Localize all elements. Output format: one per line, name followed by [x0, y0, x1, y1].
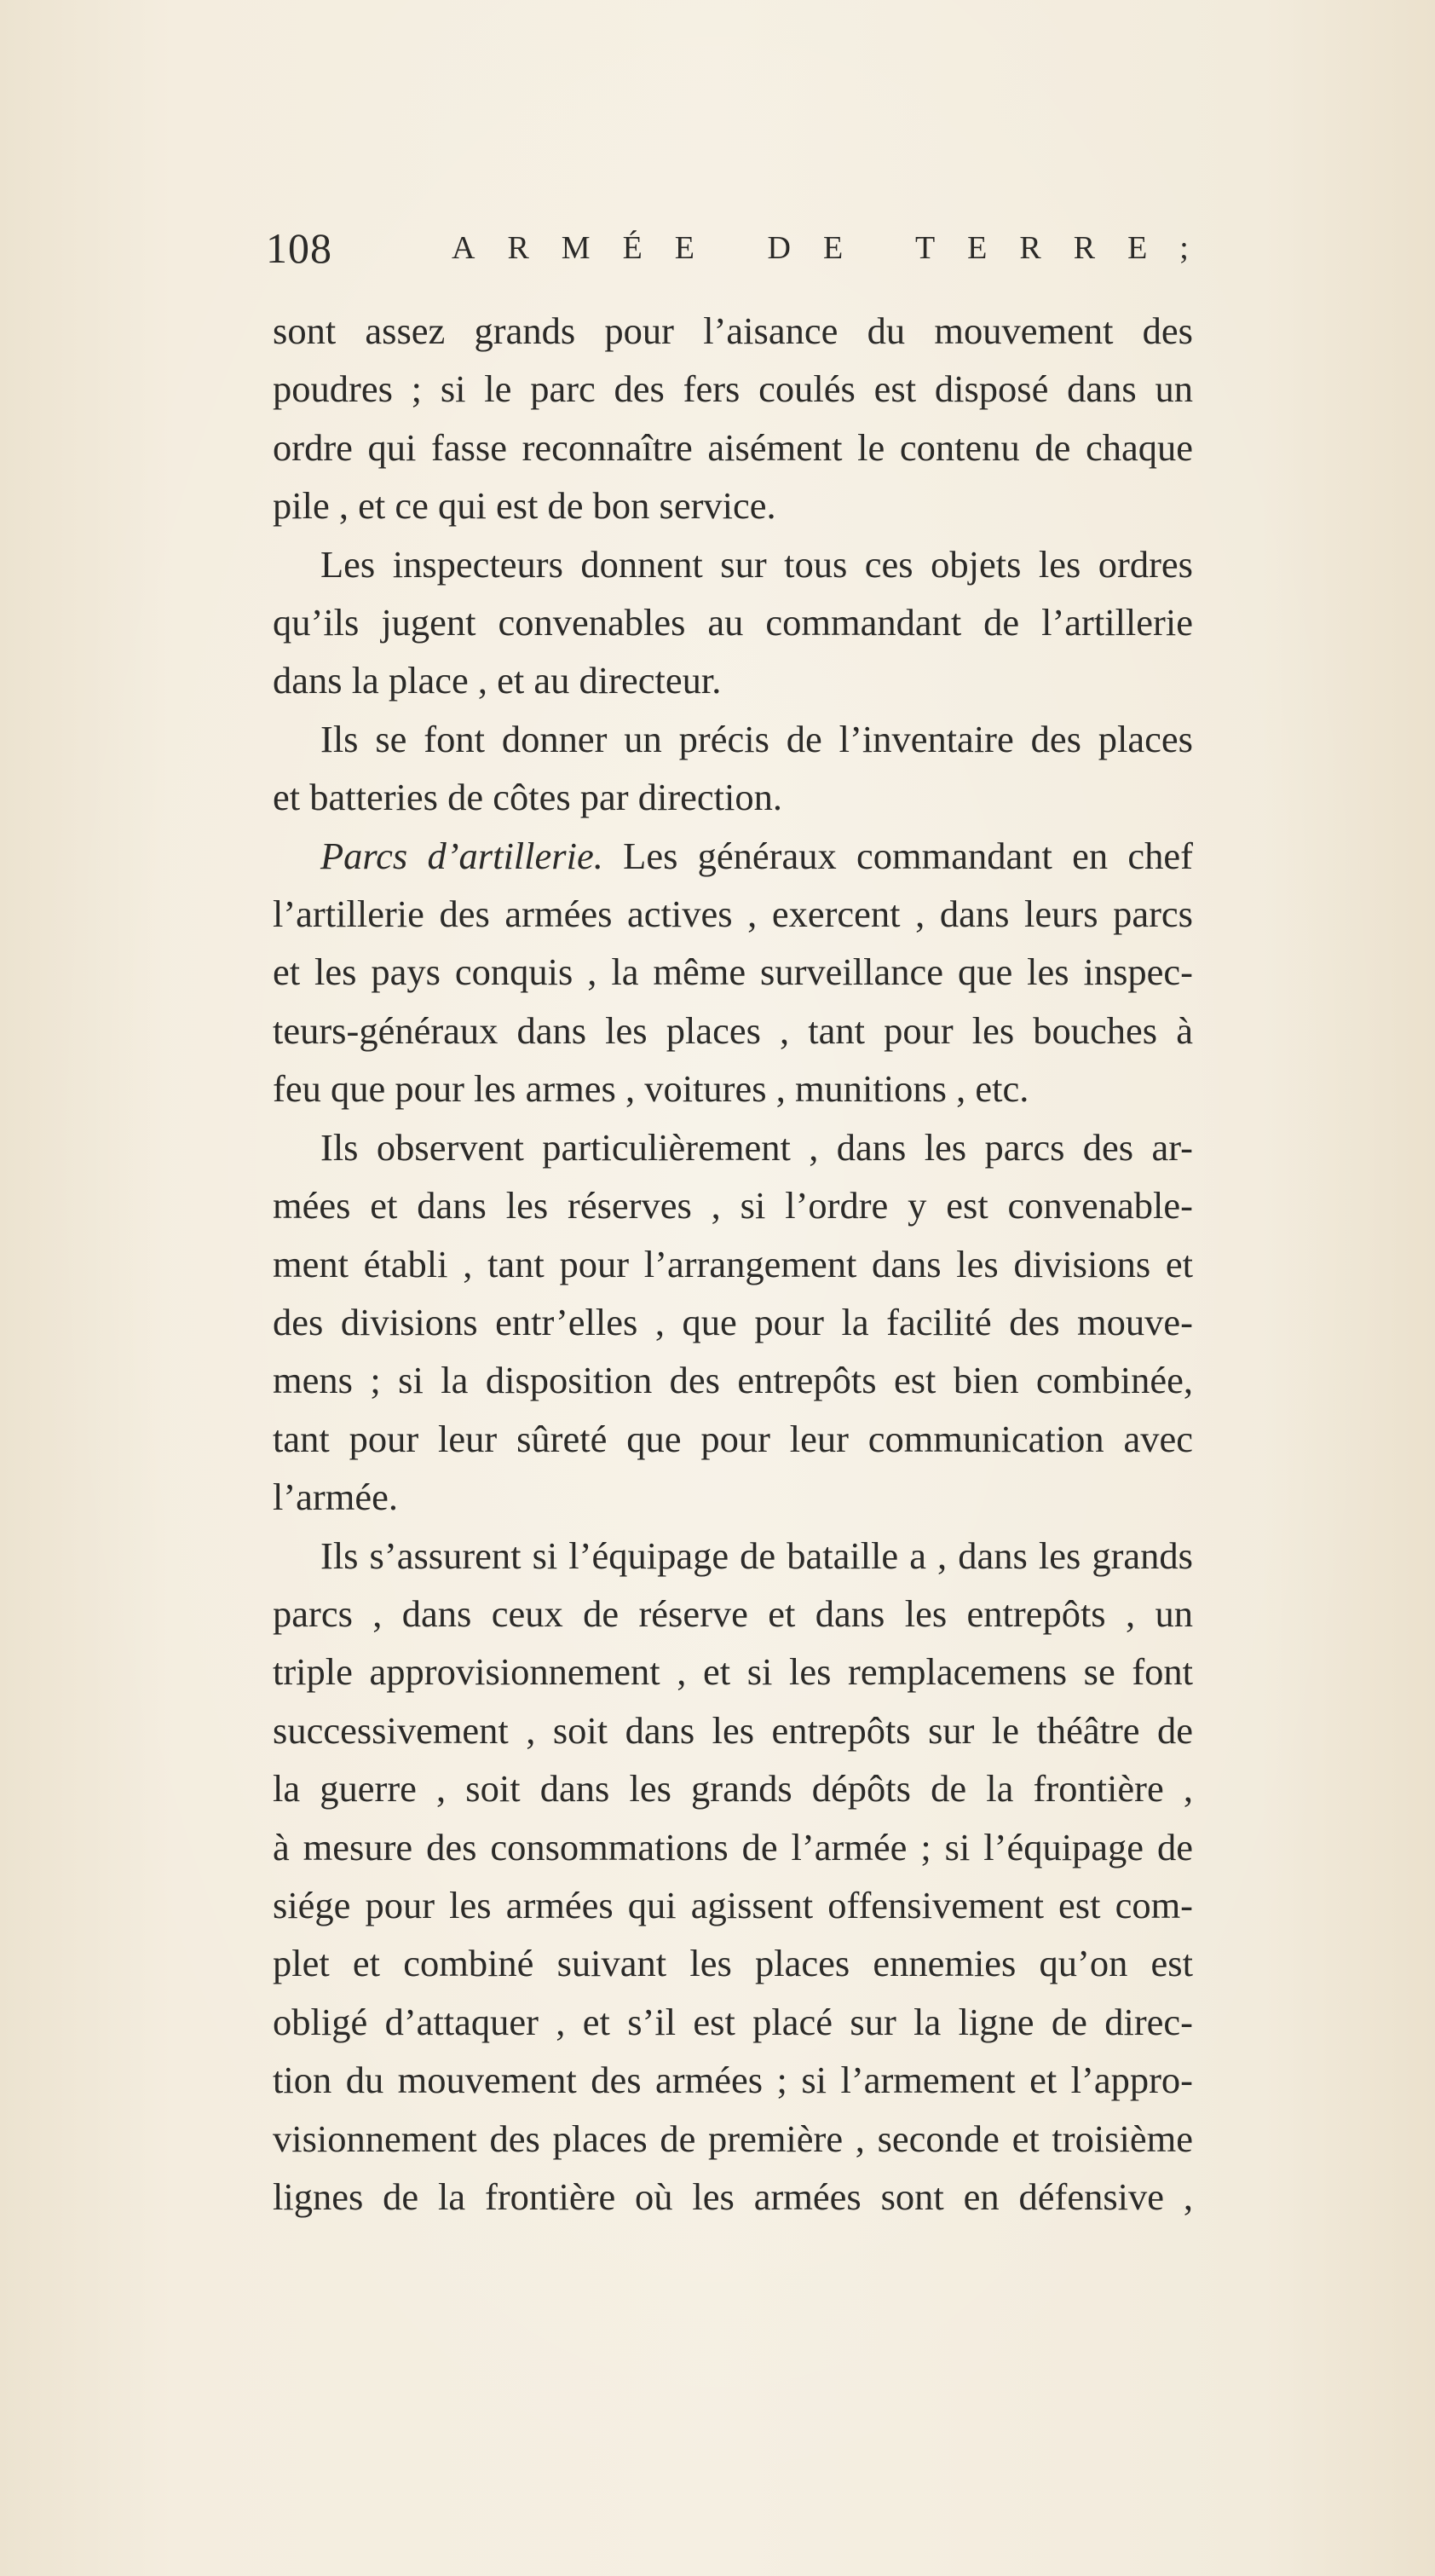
text-line: des divisions entr’elles , que pour la facilité des mouve- — [273, 1300, 1193, 1343]
text-line: la guerre , soit dans les grands dépôts de la frontière , — [273, 1767, 1193, 1811]
text-line: siége pour les armées qui agissent offensivement est com- — [273, 1883, 1193, 1926]
text-line: poudres ; si le parc des fers coulés est disposé dans un — [273, 367, 1193, 411]
page-number: 108 — [266, 224, 332, 272]
text-line: ment établi , tant pour l’arrangement dans les divisions et — [273, 1242, 1193, 1285]
paragraph — [273, 535, 1193, 710]
text-line: ordre qui fasse reconnaître aisément le contenu de chaque — [273, 425, 1193, 469]
text-line: pile , et ce qui est de bon service. — [273, 484, 776, 528]
text-line: obligé d’attaquer , et s’il est placé sur la ligne de direc- — [273, 2000, 1193, 2043]
page-header — [266, 218, 1221, 278]
paragraph — [273, 302, 1193, 535]
section-heading: Parcs d’artillerie. — [320, 834, 603, 877]
text-line: visionnement des places de première , seconde et troisième — [273, 2117, 1193, 2160]
paragraph — [273, 710, 1193, 827]
paragraph — [273, 1527, 1193, 2227]
text-line: et les pays conquis , la même surveillance que les inspec- — [273, 950, 1193, 994]
text-line: plet et combiné suivant les places ennemies qu’on est — [273, 1942, 1193, 1985]
text-line: parcs , dans ceux de réserve et dans les entrepôts , un — [273, 1591, 1193, 1635]
text-line: Ils se font donner un précis de l’inventaire des places — [320, 717, 1193, 760]
body-text — [273, 302, 1193, 2226]
paragraph — [273, 827, 1193, 1118]
running-title: ARMÉE DE TERRE; — [452, 230, 1221, 266]
text-line: l’artillerie des armées actives , exercent , dans leurs parcs — [273, 892, 1193, 936]
text-line: feu que pour les armes , voitures , munitions , etc. — [273, 1067, 1029, 1111]
text-line: mées et dans les réserves , si l’ordre y est convenable- — [273, 1184, 1193, 1227]
text-line: et batteries de côtes par direction. — [273, 776, 783, 819]
text-line: l’armée. — [273, 1476, 398, 1519]
text-line: triple approvisionnement , et si les remplacemens se font — [273, 1650, 1193, 1694]
text-line: Ils s’assurent si l’équipage de bataille a , dans les grands — [320, 1533, 1193, 1577]
text-line: teurs-généraux dans les places , tant pour les bouches à — [273, 1008, 1193, 1052]
text-line: tant pour leur sûreté que pour leur communication avec — [273, 1417, 1193, 1460]
text-line: Les inspecteurs donnent sur tous ces objets les ordres — [320, 542, 1193, 586]
text-line: Ils observent particulièrement , dans les parcs des ar- — [320, 1125, 1193, 1169]
text-line-rest: Les généraux commandant en chef — [623, 834, 1193, 877]
text-line: à mesure des consommations de l’armée ; si l’équipage de — [273, 1825, 1193, 1868]
text-line: dans la place , et au directeur. — [273, 659, 722, 702]
text-line: sont assez grands pour l’aisance du mouvement des — [273, 309, 1193, 352]
text-line: successivement , soit dans les entrepôts sur le théâtre de — [273, 1708, 1193, 1752]
text-line: tion du mouvement des armées ; si l’armement et l’appro- — [273, 2059, 1193, 2102]
text-line — [273, 827, 1193, 885]
text-line: lignes de la frontière où les armées sont en défensive , — [273, 2175, 1193, 2218]
text-line: qu’ils jugent convenables au commandant de l’artillerie — [273, 601, 1193, 644]
text-line: mens ; si la disposition des entrepôts est bien combinée, — [273, 1359, 1193, 1402]
paragraph — [273, 1118, 1193, 1527]
